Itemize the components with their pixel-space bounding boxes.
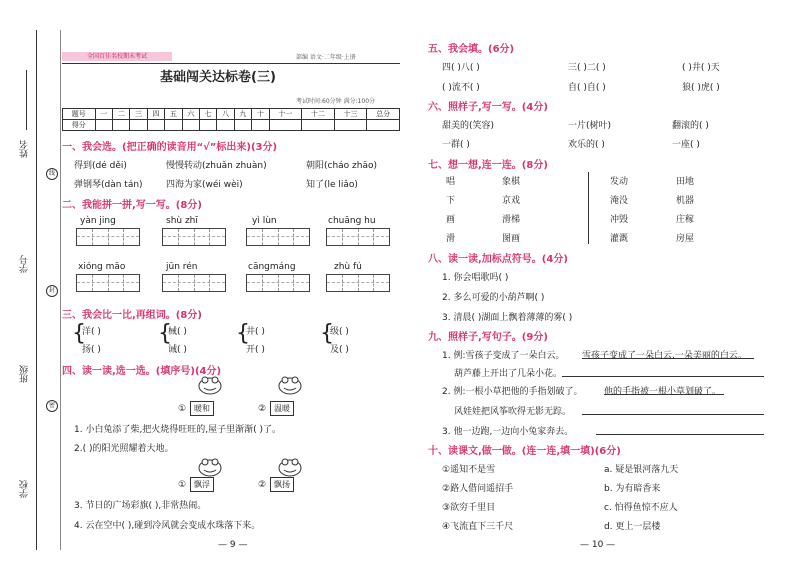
compare-word[interactable]: 级( ) [330, 327, 349, 337]
secret-mark: 密 [46, 400, 58, 412]
grade-meta: 部编 语文·二年级·上册 [296, 54, 356, 61]
pinyin: chuāng hu [328, 216, 376, 226]
header-rule [62, 63, 400, 64]
phrase-item[interactable]: 一片(树叶) [568, 121, 612, 131]
idiom-blank[interactable]: 三( )二( ) [568, 63, 606, 73]
match-word[interactable]: 唱 [446, 177, 456, 187]
option-tag[interactable]: 暖和 [190, 401, 214, 416]
match-word[interactable]: 灌溉 [610, 234, 629, 244]
page-number-left: — 9 — [218, 540, 248, 550]
idiom-blank[interactable]: ( )井( )天 [682, 63, 720, 73]
score-header-cell: 题号 [63, 109, 96, 120]
example-underline [582, 358, 754, 359]
s1-item[interactable]: 弹钢琴(dàn tán) [74, 180, 143, 190]
score-cell[interactable] [113, 120, 130, 131]
score-header-cell: 四 [147, 109, 164, 120]
score-cell[interactable] [130, 120, 147, 131]
score-header-cell: 十一 [269, 109, 302, 120]
binding-line-inner [60, 30, 61, 550]
poem-line-answer[interactable]: a. 疑是银河落九天 [604, 465, 679, 475]
score-header-cell: 十 [252, 109, 269, 120]
pinyin-writing-grid[interactable] [76, 274, 140, 292]
example-sentence: 1. 例:雪孩子变成了一朵白云。 [442, 351, 565, 361]
seal-line-mark: 线 [46, 168, 58, 180]
compare-word[interactable]: 械( ) [168, 327, 187, 337]
example-sentence: 2. 例:一根小草把他的手指划破了。 [442, 387, 583, 397]
poem-line-prompt[interactable]: ④飞流直下三千尺 [442, 522, 514, 532]
score-cell[interactable] [334, 120, 367, 131]
banner: 全国百佳名校期末考试 [62, 52, 172, 61]
option-tag[interactable]: 飘浮 [190, 477, 214, 492]
s1-item[interactable]: 知了(le liǎo) [306, 180, 358, 190]
match-word[interactable]: 图画 [502, 234, 521, 244]
score-cell[interactable] [252, 120, 269, 131]
fill-sentence[interactable]: 3. 节日的广场彩旗( ),非常热闹。 [74, 501, 207, 511]
section-10-title: 十、读课文,做一做。(连一连,填一填)(6分) [428, 446, 621, 457]
score-header-cell: 十三 [334, 109, 367, 120]
rewrite-prompt: 风娃娃把风筝吹得无影无踪。 [454, 407, 572, 417]
seal-mark: 封 [46, 285, 58, 297]
score-value-row [63, 120, 400, 131]
page-title: 基础闯关达标卷(三) [160, 70, 276, 85]
pinyin: yì lùn [252, 216, 277, 226]
punctuation-item[interactable]: 3. 清晨( )湖面上飘着薄薄的雾( ) [442, 313, 573, 323]
section-3-title: 三、我会比一比,再组词。(8分) [62, 310, 202, 321]
option-number: ① [178, 480, 187, 490]
example-underline [604, 394, 724, 395]
poem-line-prompt[interactable]: ③欲穷千里目 [442, 503, 496, 513]
option-number: ① [178, 404, 187, 414]
score-header-cell: 九 [234, 109, 251, 120]
score-cell[interactable] [165, 120, 182, 131]
score-cell[interactable] [367, 120, 400, 131]
option-tag[interactable]: 飘扬 [270, 477, 294, 492]
pinyin: cāngmáng [248, 262, 296, 272]
match-word[interactable]: 画 [446, 215, 456, 225]
score-header-cell: 五 [165, 109, 182, 120]
poem-line-prompt[interactable]: ①遥知不是雪 [442, 465, 496, 475]
score-header-cell: 七 [199, 109, 216, 120]
phrase-item[interactable]: 甜美的(笑容) [442, 121, 495, 131]
pinyin-writing-grid[interactable] [76, 228, 140, 246]
match-word[interactable]: 下 [446, 196, 456, 206]
option-number: ② [258, 480, 267, 490]
section-8-title: 八、读一读,加标点符号。(4分) [428, 254, 568, 265]
score-cell[interactable] [199, 120, 216, 131]
s1-item[interactable]: 慢慢转动(zhuǎn zhuàn) [166, 161, 267, 171]
phrase-item[interactable]: 翻滚的( ) [672, 121, 709, 131]
frog-illustration [276, 456, 304, 478]
pinyin: xióng māo [78, 262, 126, 272]
match-word[interactable]: 机器 [676, 196, 695, 206]
phrase-item[interactable]: 一座( ) [672, 140, 700, 150]
section-6-title: 六、照样子,写一写。(4分) [428, 102, 548, 113]
pinyin-writing-grid[interactable] [162, 228, 226, 246]
section-5-title: 五、我会填。(6分) [428, 44, 515, 55]
score-header-cell: 总分 [367, 109, 400, 120]
section-9-title: 九、照样子,写句子。(9分) [428, 332, 548, 343]
score-header-cell: 一 [95, 109, 112, 120]
punctuation-item[interactable]: 1. 你会唱歌吗( ) [442, 273, 509, 283]
compare-word[interactable]: 诫( ) [168, 345, 187, 355]
score-table [62, 108, 400, 131]
score-cell[interactable] [147, 120, 164, 131]
section-2-title: 二、我能拼一拼,写一写。(8分) [62, 200, 202, 211]
answer-line[interactable] [562, 376, 764, 377]
match-word[interactable]: 象棋 [502, 177, 521, 187]
pinyin: yàn jing [80, 216, 116, 226]
score-cell[interactable] [234, 120, 251, 131]
score-cell[interactable] [302, 120, 335, 131]
option-number: ② [258, 404, 267, 414]
brace: { [320, 321, 334, 346]
compare-word[interactable]: 开( ) [246, 345, 265, 355]
match-word[interactable]: 庄稼 [676, 215, 695, 225]
compare-word[interactable]: 扬( ) [82, 345, 101, 355]
phrase-item[interactable]: 欢乐的( ) [568, 140, 605, 150]
idiom-blank[interactable]: 狼( )虎( ) [682, 83, 720, 93]
pinyin-writing-grid[interactable] [326, 228, 390, 246]
match-word[interactable]: 冲毁 [610, 215, 629, 225]
name-label: 姓名 [20, 140, 30, 158]
class-label: 班级 [20, 365, 30, 383]
answer-line[interactable] [596, 434, 764, 435]
score-header-cell: 三 [130, 109, 147, 120]
fill-sentence[interactable]: 2.( )的阳光照耀着大地。 [74, 444, 174, 454]
match-word[interactable]: 滑 [446, 234, 456, 244]
brace: { [72, 321, 86, 346]
example-answer: 雪孩子变成了一朵白云,一朵美丽的白云。 [582, 351, 747, 361]
example-answer: 他的手指被一根小草划破了。 [604, 387, 722, 397]
name-underline [26, 70, 28, 130]
poem-line-answer[interactable]: c. 怕得鱼惊不应人 [604, 503, 678, 513]
match-word[interactable]: 滑梯 [502, 215, 521, 225]
poem-line-answer[interactable]: b. 为有暗香来 [604, 484, 661, 494]
pinyin-writing-grid[interactable] [246, 228, 310, 246]
fill-sentence[interactable]: 4. 云在空中( ),碰到冷风就会变成水珠落下来。 [74, 521, 261, 531]
school-label: 学校 [20, 480, 30, 498]
score-cell[interactable] [217, 120, 234, 131]
pinyin: jūn rén [166, 262, 198, 272]
page-number-right: — 10 — [580, 540, 616, 550]
poem-line-answer[interactable]: d. 更上一层楼 [604, 522, 661, 532]
score-header-cell: 十二 [302, 109, 335, 120]
punctuation-item[interactable]: 2. 多么可爱的小葫芦啊( ) [442, 293, 545, 303]
pinyin: shù zhī [166, 216, 198, 226]
section-4-title: 四、读一读,选一选。(填序号)(4分) [62, 366, 222, 377]
score-header-cell: 二 [113, 109, 130, 120]
score-cell[interactable] [182, 120, 199, 131]
score-cell[interactable] [269, 120, 302, 131]
s1-item[interactable]: 四海为家(wéi wèi) [166, 180, 243, 190]
match-word[interactable]: 田地 [676, 177, 695, 187]
idiom-blank[interactable]: 四( )八( ) [442, 63, 480, 73]
column-divider [588, 172, 589, 244]
match-word[interactable]: 京戏 [502, 196, 521, 206]
frog-illustration [276, 374, 304, 396]
compare-word[interactable]: 井( ) [246, 327, 265, 337]
compare-word[interactable]: 洋( ) [82, 327, 101, 337]
score-header-cell: 八 [217, 109, 234, 120]
compare-word[interactable]: 及( ) [330, 345, 349, 355]
phrase-item[interactable]: 一群( ) [442, 140, 470, 150]
match-word[interactable]: 房屋 [676, 234, 695, 244]
section-7-title: 七、想一想,连一连。(8分) [428, 160, 548, 171]
section-1-title: 一、我会选。(把正确的读音用“√”标出来)(3分) [62, 142, 278, 153]
option-tag[interactable]: 温暖 [270, 401, 294, 416]
pinyin: zhù fú [334, 262, 362, 272]
match-word[interactable]: 发动 [610, 177, 629, 187]
rewrite-prompt: 葫芦藤上开出了几朵小花。 [454, 369, 563, 379]
rewrite-prompt: 3. 他一边跑,一边向小兔家奔去。 [442, 427, 574, 437]
brace: { [236, 321, 250, 346]
pinyin-writing-grid[interactable] [162, 274, 226, 292]
s1-item[interactable]: 朝阳(cháo zhāo) [306, 161, 378, 171]
score-header-cell: 六 [182, 109, 199, 120]
pinyin-writing-grid[interactable] [246, 274, 310, 292]
score-cell[interactable] [95, 120, 112, 131]
binding-line [36, 30, 37, 550]
s1-item[interactable]: 得到(dé děi) [74, 161, 127, 171]
score-header-row [63, 109, 400, 120]
student-number-label: 学号 [20, 255, 30, 273]
answer-line[interactable] [582, 414, 764, 415]
frog-illustration [196, 374, 224, 396]
pinyin-writing-grid[interactable] [326, 274, 390, 292]
score-label: 得分 [63, 120, 96, 131]
match-word[interactable]: 淹没 [610, 196, 629, 206]
idiom-blank[interactable]: 自( )自( ) [568, 83, 606, 93]
poem-line-prompt[interactable]: ②路人借问遥招手 [442, 484, 514, 494]
fill-sentence[interactable]: 1. 小白兔添了柴,把火烧得旺旺的,屋子里渐渐( )了。 [74, 425, 282, 435]
frog-illustration [196, 456, 224, 478]
exam-time: 考试时间:60分钟 满分:100分 [296, 98, 376, 105]
idiom-blank[interactable]: ( )流不( ) [442, 83, 480, 93]
brace: { [158, 321, 172, 346]
